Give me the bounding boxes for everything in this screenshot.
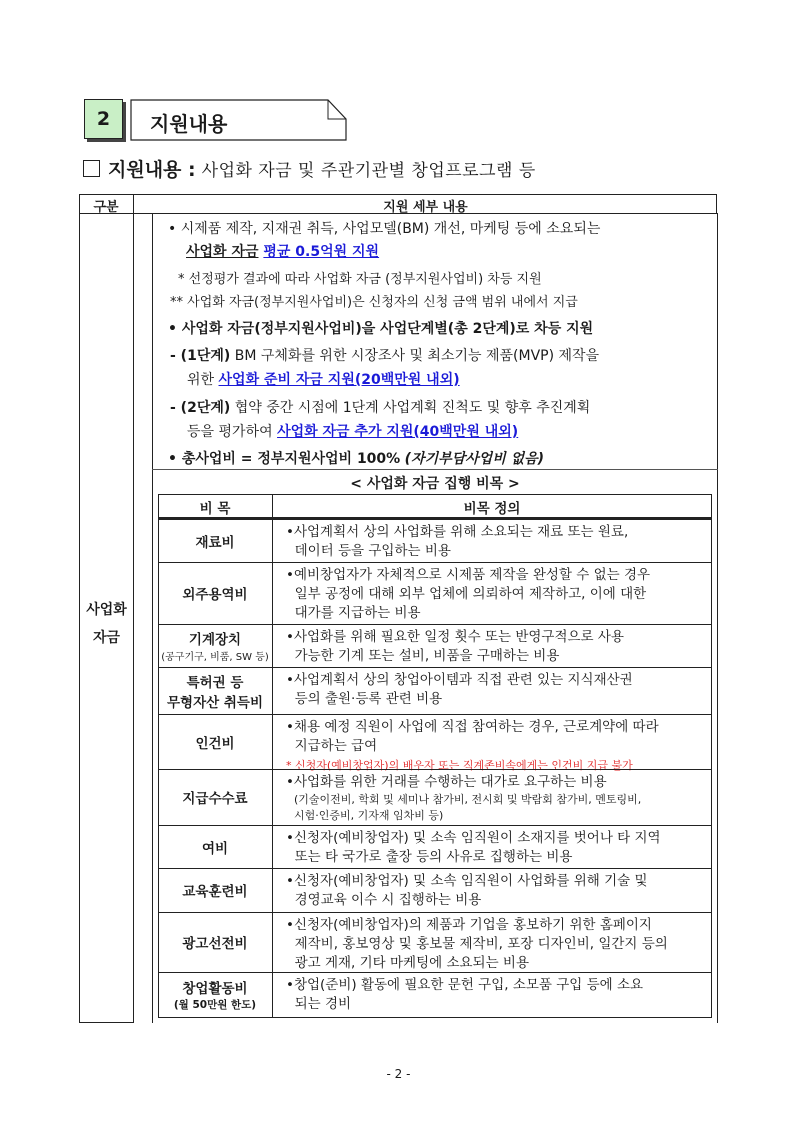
cost-row-divider	[272, 624, 273, 667]
definition-note: * 신청자(예비창업자)의 배우자 또는 직계존비속에게는 인건비 지급 불가	[286, 759, 633, 772]
cost-item-name	[158, 769, 272, 825]
definition-line: •신청자(예비창업자) 및 소속 임직원이 사업화를 위해 기술 및	[286, 873, 648, 889]
cost-item-name	[158, 667, 272, 714]
definition-line: •예비창업자가 자체적으로 시제품 제작을 완성할 수 없는 경우	[286, 567, 651, 583]
cost-item-name-text: 여비	[201, 840, 229, 857]
cost-row-divider	[272, 972, 273, 1017]
detail-line-10-a: • 총사업비 = 정부지원사업비 100%	[168, 451, 401, 467]
cost-item-definition	[286, 523, 628, 561]
detail-line-7-b: 사업화 준비 자금 지원(20백만원 내외)	[218, 372, 460, 388]
column-header-category: 구분	[93, 200, 119, 215]
cost-item-subtext: (월 50만원 한도)	[173, 999, 257, 1011]
definition-line: 데이터 등을 구입하는 비용	[286, 543, 451, 559]
definition-line: 일부 공정에 대해 외부 업체에 의뢰하여 제작하고, 이에 대한	[286, 586, 647, 602]
detail-line-8	[170, 397, 590, 417]
detail-line-8-a: - (2단계)	[170, 400, 231, 416]
detail-line-7	[187, 369, 460, 389]
detail-note-1: * 선정평가 결과에 따라 사업화 자금 (정부지원사업비) 차등 지원	[178, 272, 542, 287]
cost-item-definition	[286, 773, 641, 824]
cost-item-name-text: 광고선전비	[182, 936, 248, 952]
definition-line: 광고 게재, 기타 마케팅에 소요되는 비용	[286, 955, 529, 971]
definition-line: 지급하는 급여	[286, 738, 378, 754]
definition-line: •신청자(예비창업자)의 제품과 기업을 홍보하기 위한 홈페이지	[286, 917, 652, 933]
detail-line-2-b: 평균 0.5억원 지원	[263, 244, 380, 260]
cost-item-name	[158, 714, 272, 769]
cost-item-name	[158, 912, 272, 972]
definition-line: 등의 출원·등록 관련 비용	[286, 691, 443, 707]
cost-item-name	[158, 868, 272, 912]
category-label	[79, 596, 134, 652]
checkbox-square-icon	[83, 160, 100, 177]
detail-line-8-b: 협약 중간 시점에 1단계 사업계획 진척도 및 향후 추진계획	[234, 400, 591, 416]
cost-item-name	[158, 519, 272, 562]
category-label-line1: 사업화	[86, 602, 127, 618]
page-number: - 2 -	[386, 1067, 411, 1081]
column-header-details: 지원 세부 내용	[383, 200, 468, 215]
detail-line-6-b: BM 구체화를 위한 시장조사 및 최소기능 제품(MVP) 제작을	[234, 348, 600, 364]
cost-item-name-text: 재료비	[195, 534, 235, 551]
cost-item-definition	[286, 671, 633, 709]
cost-item-definition	[286, 628, 624, 666]
cost-row-divider	[272, 562, 273, 624]
cost-item-name-text: 외주용역비	[182, 587, 248, 603]
detail-line-6	[170, 345, 599, 365]
detail-line-9-a: 등을 평가하여	[187, 424, 273, 440]
definition-line: •사업화를 위해 필요한 일정 횟수 또는 반영구적으로 사용	[286, 629, 624, 645]
cost-item-name	[158, 825, 272, 868]
cost-row-divider	[272, 912, 273, 972]
detail-line-2-a: 사업화 자금	[186, 244, 259, 260]
cost-item-name-text: 특허권 등	[186, 674, 244, 691]
definition-line: •채용 예정 직원이 사업에 직접 참여하는 경우, 근로계약에 따라	[286, 719, 659, 735]
detail-line-9	[187, 421, 518, 441]
cost-item-name	[158, 972, 272, 1017]
cost-item-name-text: 인건비	[195, 735, 235, 752]
cost-item-definition	[286, 829, 661, 867]
definition-line: 가능한 기계 또는 설비, 비품을 구매하는 비용	[286, 648, 560, 664]
detail-line-10-b: (자기부담사업비 없음)	[404, 451, 545, 467]
cost-item-subtext: (공구기구, 비품, SW 등)	[161, 652, 269, 663]
definition-line: •신청자(예비창업자) 및 소속 임직원이 소재지를 벗어나 타 지역	[286, 830, 661, 846]
section-title-box	[130, 99, 348, 141]
cost-item-name-text: 창업활동비	[182, 981, 248, 997]
definition-line: 또는 타 국가로 출장 등의 사유로 집행하는 비용	[286, 849, 573, 865]
detail-line-10	[168, 448, 544, 468]
section-number-badge	[84, 99, 123, 139]
detail-line-1: • 시제품 제작, 지재권 취득, 사업모델(BM) 개선, 마케팅 등에 소요되는	[168, 221, 601, 237]
cost-item-name	[158, 562, 272, 624]
cost-item-definition	[286, 916, 668, 973]
definition-line: •사업계획서 상의 사업화를 위해 소요되는 재료 또는 원료,	[286, 524, 629, 540]
details-separator	[152, 469, 718, 470]
section-number: 2	[96, 108, 111, 130]
subheading-label: 지원내용 :	[108, 159, 196, 181]
cost-row-divider	[272, 769, 273, 825]
cost-item-definition	[286, 718, 659, 775]
subheading-text: 사업화 자금 및 주관기관별 창업프로그램 등	[201, 161, 536, 181]
detail-line-5: • 사업화 자금(정부지원사업비)을 사업단계별(총 2단계)로 차등 지원	[168, 321, 594, 337]
section-title: 지원내용	[150, 112, 228, 136]
cost-item-name-line2: 무형자산 취득비	[167, 694, 263, 711]
cost-item-name-text: 기계장치	[188, 632, 242, 648]
definition-line: 대가를 지급하는 비용	[286, 605, 421, 621]
cost-header-desc: 비목 정의	[463, 500, 521, 517]
cost-header-name: 비 목	[199, 500, 231, 517]
cost-item-definition	[286, 872, 648, 910]
definition-line: •사업계획서 상의 창업아이템과 직접 관련 있는 지식재산권	[286, 672, 633, 688]
cost-row-divider	[272, 714, 273, 769]
subheading	[83, 155, 536, 182]
definition-line: •사업화를 위한 거래를 수행하는 대가로 요구하는 비용	[286, 774, 607, 790]
cost-row-divider	[272, 825, 273, 868]
definition-line: 제작비, 홍보영상 및 홍보물 제작비, 포장 디자인비, 일간지 등의	[286, 936, 668, 952]
cost-row-divider	[272, 667, 273, 714]
cost-item-name	[158, 624, 272, 667]
cost-table-caption: < 사업화 자금 집행 비목 >	[350, 476, 520, 492]
category-label-line2: 자금	[92, 630, 121, 646]
detail-line-2	[186, 241, 379, 261]
definition-line: 경영교육 이수 시 집행하는 비용	[286, 892, 482, 908]
detail-line-6-a: - (1단계)	[170, 348, 231, 364]
cost-item-definition	[286, 976, 643, 1014]
detail-line-9-b: 사업화 자금 추가 지원(40백만원 내외)	[277, 424, 519, 440]
definition-detail: (기술이전비, 학회 및 세미나 참가비, 전시회 및 박람회 참가비, 멘토링비,	[294, 793, 642, 806]
cost-item-definition	[286, 566, 650, 623]
cost-row-divider	[272, 868, 273, 912]
detail-note-2: ** 사업화 자금(정부지원사업비)은 신청자의 신청 금액 범위 내에서 지급	[170, 295, 578, 310]
detail-line-7-a: 위한	[187, 372, 215, 388]
definition-detail: 시험·인증비, 기자재 임차비 등)	[294, 809, 444, 822]
cost-row-divider	[272, 519, 273, 562]
definition-line: •창업(준비) 활동에 필요한 문헌 구입, 소모품 구입 등에 소요	[286, 977, 644, 993]
cost-item-name-text: 지급수수료	[182, 791, 248, 807]
cost-item-name-text: 교육훈련비	[182, 884, 248, 900]
definition-line: 되는 경비	[286, 996, 352, 1012]
